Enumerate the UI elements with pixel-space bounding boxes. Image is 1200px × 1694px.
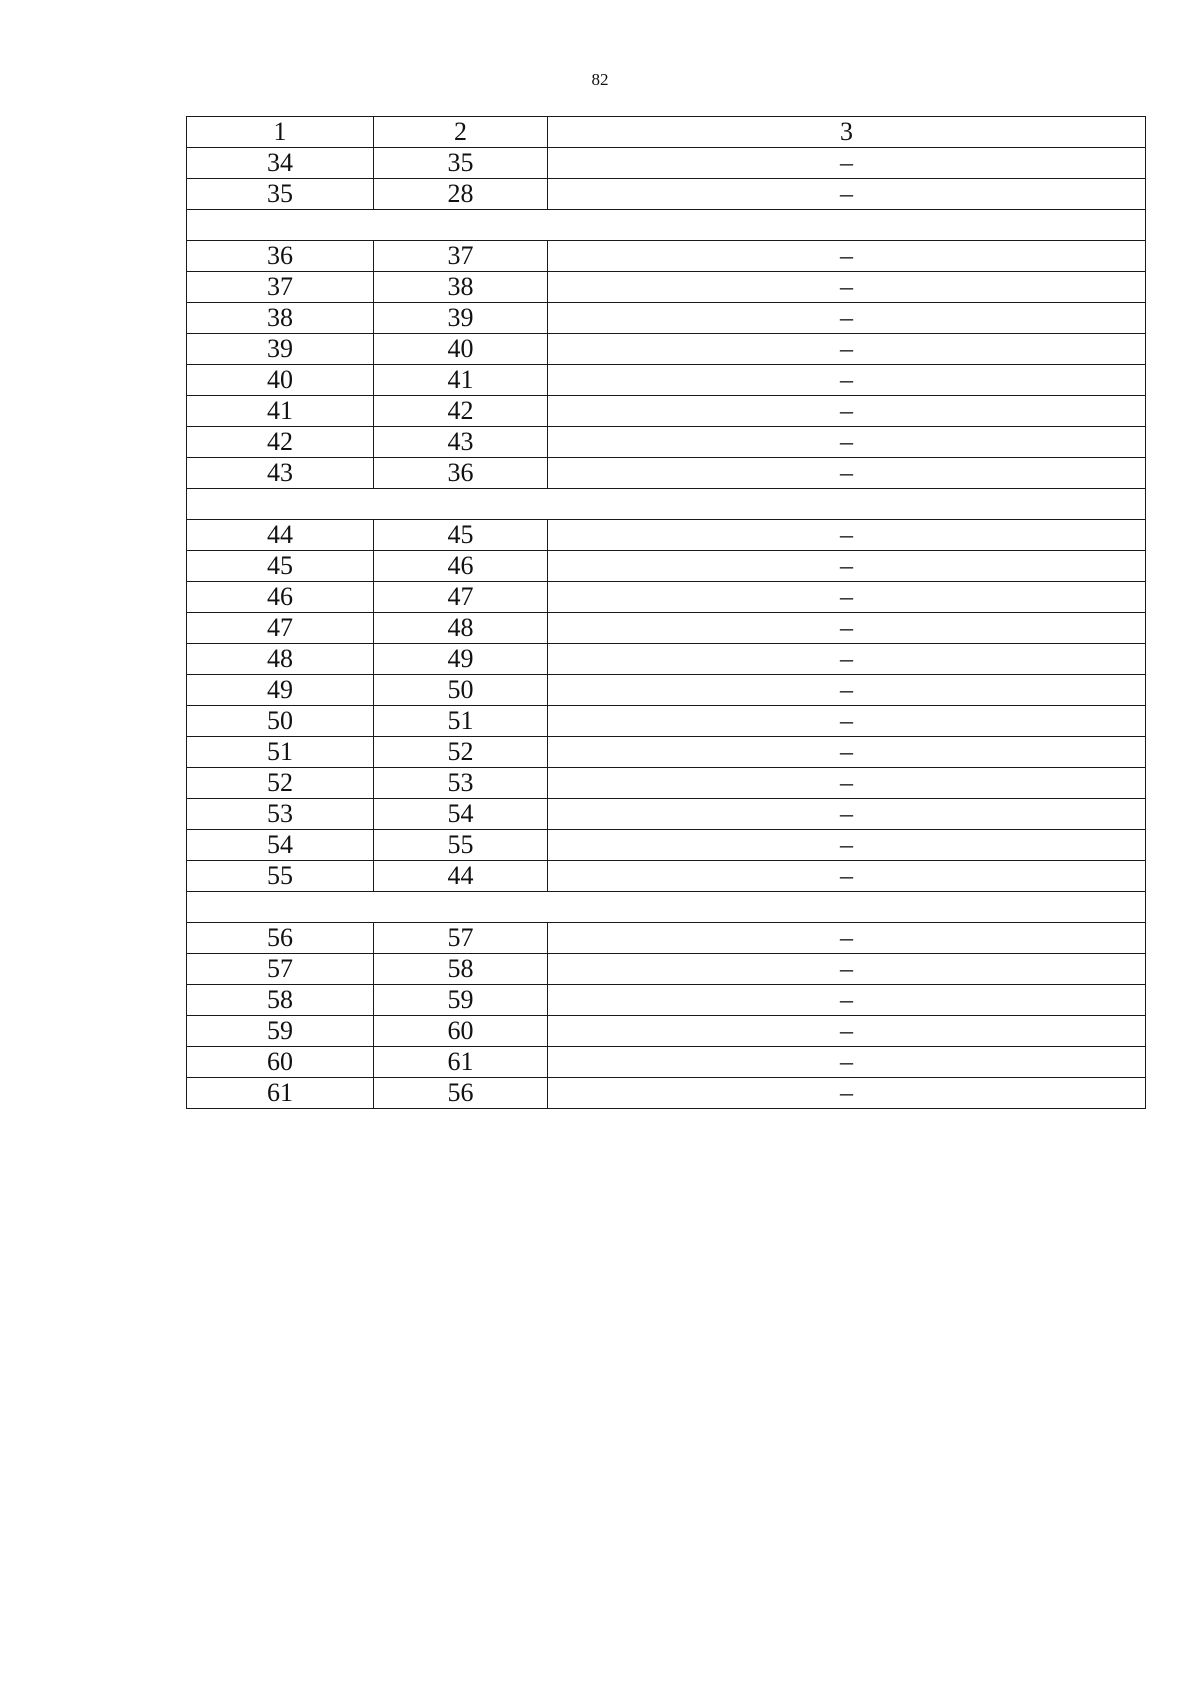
table-cell-col-2: 45 [374,520,548,551]
table-body [187,117,1146,1109]
table-cell-col-2: 35 [374,148,548,179]
table-cell-col-2: 57 [374,923,548,954]
table-row [187,365,1146,396]
table-cell-col-1: 43 [187,458,374,489]
table-row [187,396,1146,427]
table-cell-col-1: 45 [187,551,374,582]
table-cell-col-2: 42 [374,396,548,427]
table-row [187,520,1146,551]
page-number: 82 [591,70,609,89]
table-row [187,303,1146,334]
table-row [187,427,1146,458]
group-separator-cell [187,210,1146,241]
group-separator-cell [187,892,1146,923]
group-separator-row [187,892,1146,923]
table-cell-col-3: – [548,613,1146,644]
table-row [187,582,1146,613]
table-row [187,675,1146,706]
table-cell-col-2: 54 [374,799,548,830]
table-row [187,458,1146,489]
table-cell-col-3: – [548,768,1146,799]
table-cell-col-1: 47 [187,613,374,644]
table-cell-col-2: 50 [374,675,548,706]
table-cell-col-2: 39 [374,303,548,334]
table-cell-col-1: 55 [187,861,374,892]
table-cell-col-1: 37 [187,272,374,303]
table-cell-col-1: 54 [187,830,374,861]
table-cell-col-1: 57 [187,954,374,985]
header-cell-3: 3 [548,117,1146,148]
table-row [187,551,1146,582]
table-cell-col-3: – [548,303,1146,334]
table-cell-col-2: 59 [374,985,548,1016]
table-cell-col-1: 34 [187,148,374,179]
table-cell-col-1: 36 [187,241,374,272]
table-cell-col-2: 61 [374,1047,548,1078]
table-cell-col-3: – [548,737,1146,768]
table-cell-col-2: 53 [374,768,548,799]
table-cell-col-3: – [548,644,1146,675]
table-cell-col-2: 40 [374,334,548,365]
table-cell-col-2: 36 [374,458,548,489]
table-cell-col-3: – [548,365,1146,396]
table-cell-col-3: – [548,1047,1146,1078]
table-row [187,954,1146,985]
table-cell-col-2: 51 [374,706,548,737]
table-cell-col-3: – [548,706,1146,737]
table-cell-col-1: 42 [187,427,374,458]
table-cell-col-2: 38 [374,272,548,303]
data-table-container [186,116,1145,1109]
table-cell-col-1: 40 [187,365,374,396]
table-cell-col-1: 49 [187,675,374,706]
table-cell-col-3: – [548,830,1146,861]
table-cell-col-3: – [548,427,1146,458]
table-header-row [187,117,1146,148]
table-cell-col-2: 28 [374,179,548,210]
table-cell-col-1: 44 [187,520,374,551]
table-cell-col-3: – [548,272,1146,303]
table-row [187,985,1146,1016]
table-cell-col-1: 38 [187,303,374,334]
table-row [187,830,1146,861]
table-cell-col-2: 44 [374,861,548,892]
table-row [187,272,1146,303]
table-cell-col-3: – [548,954,1146,985]
table-row [187,241,1146,272]
table-cell-col-3: – [548,1078,1146,1109]
header-cell-2: 2 [374,117,548,148]
table-row [187,644,1146,675]
table-cell-col-2: 41 [374,365,548,396]
table-row [187,737,1146,768]
table-cell-col-1: 48 [187,644,374,675]
table-row [187,179,1146,210]
table-cell-col-3: – [548,179,1146,210]
table-cell-col-1: 60 [187,1047,374,1078]
table-cell-col-2: 37 [374,241,548,272]
table-cell-col-3: – [548,799,1146,830]
table-cell-col-3: – [548,985,1146,1016]
data-table [186,116,1146,1109]
table-cell-col-1: 50 [187,706,374,737]
table-cell-col-2: 58 [374,954,548,985]
table-cell-col-3: – [548,458,1146,489]
table-row [187,923,1146,954]
table-cell-col-3: – [548,551,1146,582]
table-row [187,861,1146,892]
table-cell-col-3: – [548,1016,1146,1047]
table-cell-col-1: 58 [187,985,374,1016]
table-cell-col-3: – [548,148,1146,179]
header-cell-1: 1 [187,117,374,148]
table-cell-col-2: 46 [374,551,548,582]
table-row [187,706,1146,737]
table-row [187,334,1146,365]
group-separator-row [187,210,1146,241]
table-cell-col-3: – [548,923,1146,954]
group-separator-cell [187,489,1146,520]
table-cell-col-1: 53 [187,799,374,830]
table-row [187,148,1146,179]
table-cell-col-3: – [548,520,1146,551]
table-cell-col-2: 55 [374,830,548,861]
table-cell-col-1: 39 [187,334,374,365]
table-cell-col-3: – [548,241,1146,272]
table-row [187,1016,1146,1047]
table-cell-col-1: 61 [187,1078,374,1109]
table-row [187,613,1146,644]
table-cell-col-3: – [548,334,1146,365]
table-cell-col-2: 60 [374,1016,548,1047]
table-row [187,768,1146,799]
table-row [187,1078,1146,1109]
table-cell-col-2: 56 [374,1078,548,1109]
table-cell-col-3: – [548,675,1146,706]
table-cell-col-1: 51 [187,737,374,768]
table-cell-col-1: 35 [187,179,374,210]
table-cell-col-2: 52 [374,737,548,768]
table-cell-col-1: 46 [187,582,374,613]
table-cell-col-1: 41 [187,396,374,427]
table-cell-col-2: 47 [374,582,548,613]
table-cell-col-2: 43 [374,427,548,458]
table-row [187,799,1146,830]
table-cell-col-3: – [548,396,1146,427]
table-cell-col-1: 56 [187,923,374,954]
table-cell-col-1: 52 [187,768,374,799]
table-cell-col-3: – [548,861,1146,892]
table-cell-col-1: 59 [187,1016,374,1047]
table-cell-col-3: – [548,582,1146,613]
table-cell-col-2: 48 [374,613,548,644]
table-row [187,1047,1146,1078]
group-separator-row [187,489,1146,520]
table-cell-col-2: 49 [374,644,548,675]
